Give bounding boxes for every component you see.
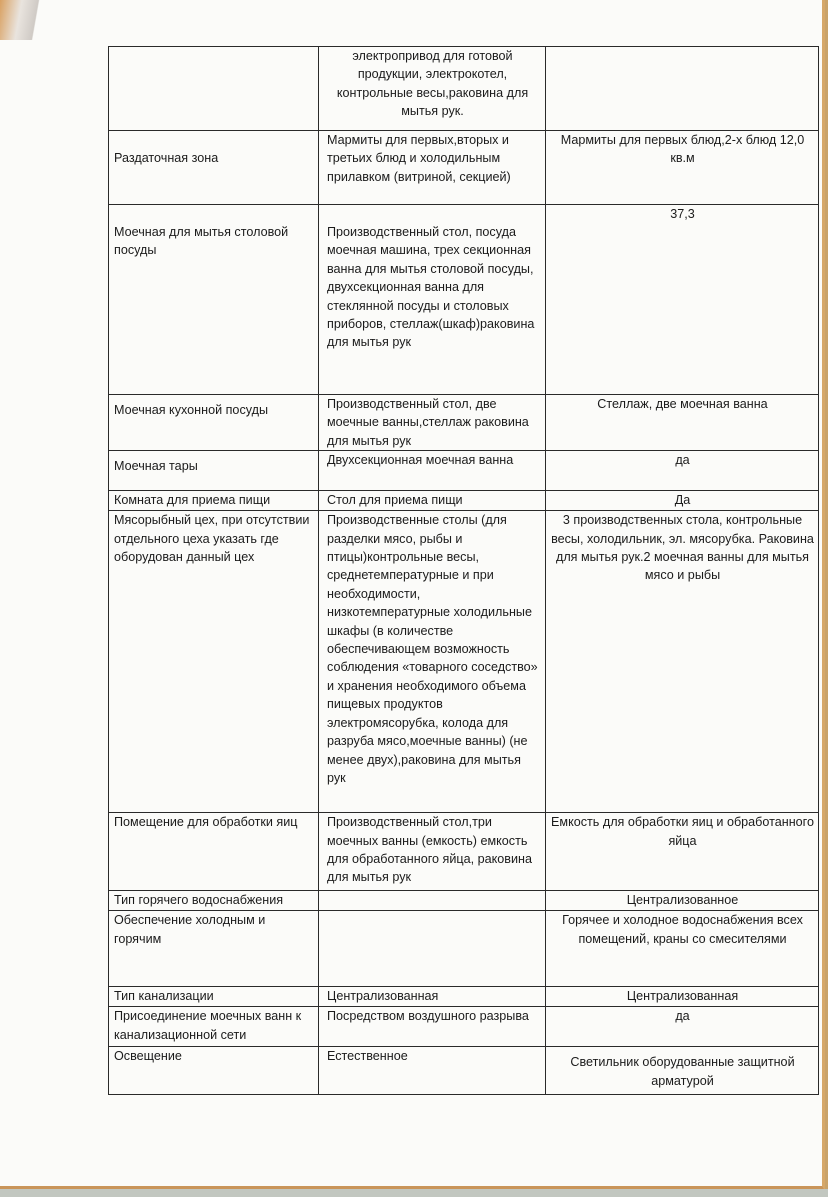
table-row	[109, 451, 819, 491]
background-surface	[0, 1189, 828, 1197]
required-equipment-cell: Посредством воздушного разрыва	[319, 1007, 546, 1047]
room-cell: Моечная для мытья столовой посуды	[109, 205, 319, 395]
actual-equipment-cell: Светильник оборудованные защитной арматурой	[546, 1047, 819, 1095]
room-cell: Комната для приема пищи	[109, 491, 319, 511]
room-cell: Обеспечение холодным и горячим	[109, 911, 319, 987]
required-equipment-cell: Производственные столы (для разделки мясо, рыбы и птицы)контрольные весы, среднетемпературные и при необходимости, низкотемпературные холодильные шкафы (в количестве обеспечивающем возможность соблюдения «товарного соседство» и хранения необходимого объема пищевых продуктов электромясорубка, колода для разруба мясо,моечные ванны) (не менее двух),раковина для мытья рук	[319, 511, 546, 813]
required-equipment-cell: электропривод для готовой продукции, электрокотел, контрольные весы,раковина для мытья рук.	[319, 47, 546, 131]
required-equipment-cell	[319, 891, 546, 911]
actual-equipment-cell: Мармиты для первых блюд,2-х блюд 12,0 кв.м	[546, 131, 819, 205]
table-row	[109, 813, 819, 891]
actual-equipment-cell: да	[546, 451, 819, 491]
room-cell: Помещение для обработки яиц	[109, 813, 319, 891]
room-cell	[109, 47, 319, 131]
table-row	[109, 511, 819, 813]
actual-equipment-cell: Емкость для обработки яиц и обработанного яйца	[546, 813, 819, 891]
room-cell: Присоединение моечных ванн к канализационной сети	[109, 1007, 319, 1047]
table-row	[109, 205, 819, 395]
table-row	[109, 395, 819, 451]
required-equipment-cell: Производственный стол, посуда моечная машина, трех секционная ванна для мытья столовой посуды, двухсекционная ванна для стеклянной посуды и столовых приборов, стеллаж(шкаф)раковина для мытья рук	[319, 205, 546, 395]
table-row	[109, 491, 819, 511]
room-cell: Раздаточная зона	[109, 131, 319, 205]
required-equipment-cell: Производственный стол,три моечных ванны (емкость) емкость для обработанного яйца, раковина для мытья рук	[319, 813, 546, 891]
required-equipment-cell: Естественное	[319, 1047, 546, 1095]
page-fold-shadow	[0, 0, 48, 40]
actual-equipment-cell: Да	[546, 491, 819, 511]
table-row	[109, 891, 819, 911]
required-equipment-cell: Двухсекционная моечная ванна	[319, 451, 546, 491]
room-cell: Тип горячего водоснабжения	[109, 891, 319, 911]
room-cell: Мясорыбный цех, при отсутствии отдельного цеха указать где оборудован данный цех	[109, 511, 319, 813]
actual-equipment-cell: Горячее и холодное водоснабжения всех помещений, краны со смесителями	[546, 911, 819, 987]
actual-equipment-cell	[546, 47, 819, 131]
equipment-table	[108, 46, 819, 1095]
actual-equipment-cell: 37,3	[546, 205, 819, 395]
room-cell: Моечная тары	[109, 451, 319, 491]
actual-equipment-cell: Централизованное	[546, 891, 819, 911]
table-row	[109, 1007, 819, 1047]
actual-equipment-cell: да	[546, 1007, 819, 1047]
required-equipment-cell: Стол для приема пищи	[319, 491, 546, 511]
required-equipment-cell: Производственный стол, две моечные ванны,стеллаж раковина для мытья рук	[319, 395, 546, 451]
table-row	[109, 47, 819, 131]
required-equipment-cell: Мармиты для первых,вторых и третьих блюд и холодильным прилавком (витриной, секцией)	[319, 131, 546, 205]
actual-equipment-cell: 3 производственных стола, контрольные весы, холодильник, эл. мясорубка. Раковина для мытья рук.2 моечная ванны для мытья мясо и рыбы	[546, 511, 819, 813]
table-row	[109, 911, 819, 987]
required-equipment-cell: Централизованная	[319, 987, 546, 1007]
room-cell: Моечная кухонной посуды	[109, 395, 319, 451]
table-row	[109, 1047, 819, 1095]
room-cell: Освещение	[109, 1047, 319, 1095]
room-cell: Тип канализации	[109, 987, 319, 1007]
required-equipment-cell	[319, 911, 546, 987]
table-row	[109, 987, 819, 1007]
actual-equipment-cell: Централизованная	[546, 987, 819, 1007]
table-row	[109, 131, 819, 205]
actual-equipment-cell: Стеллаж, две моечная ванна	[546, 395, 819, 451]
